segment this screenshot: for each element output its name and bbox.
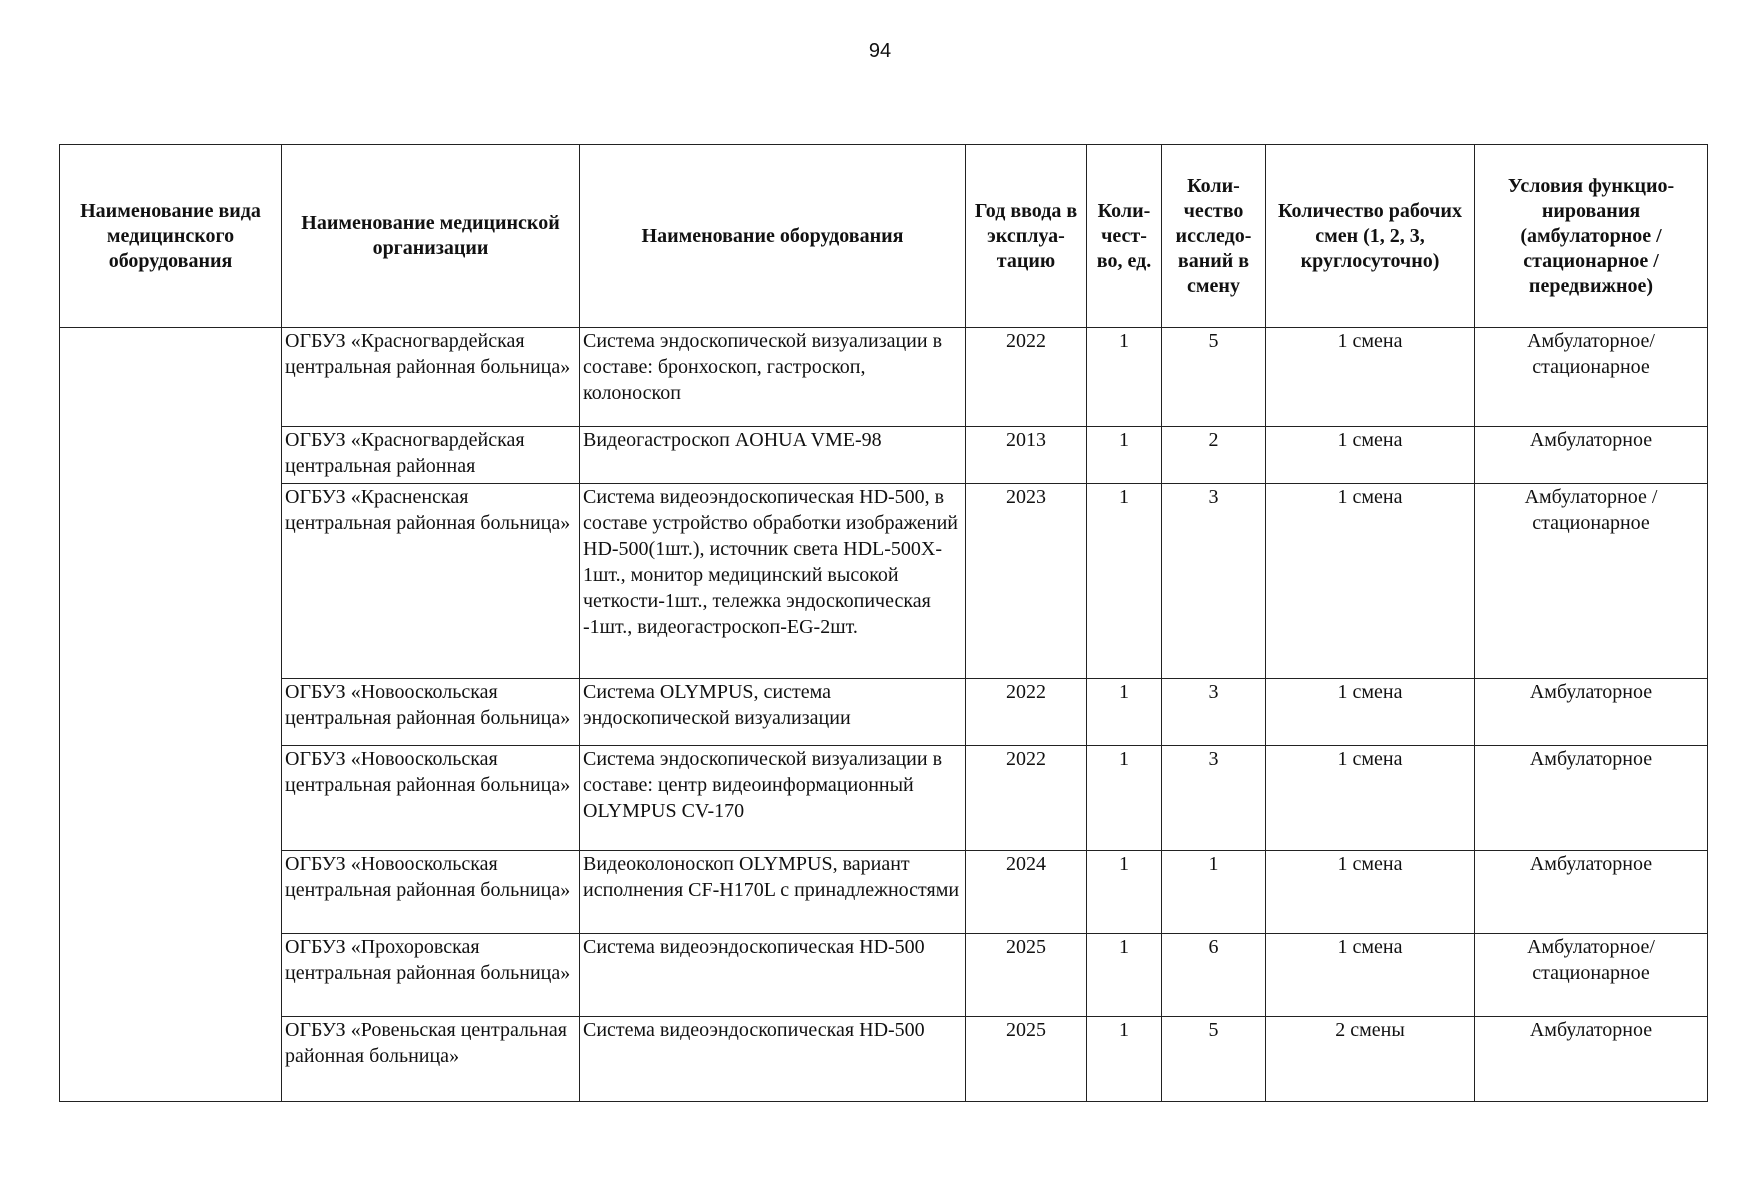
studies-per-shift-cell: 3: [1162, 679, 1266, 746]
table-row: [60, 746, 1708, 851]
equipment-name-cell: Система видеоэндоскопическая HD-500, в составе устройство обработки изображений HD-500(1шт.), источник света HDL-500X-1шт., монитор медицинский высокой четкости-1шт., тележка эндоскопическая -1шт., видеогастроскоп-EG-2шт.: [580, 484, 966, 679]
organization-cell: ОГБУЗ «Прохоровская центральная районная больница»: [282, 934, 580, 1017]
header-studies-per-shift: Коли-чество исследо-ваний в смену: [1162, 145, 1266, 328]
shifts-cell: 1 смена: [1266, 427, 1475, 484]
equipment-table: [59, 144, 1708, 1102]
header-organization: Наименование медицинской организации: [282, 145, 580, 328]
table-row: [60, 679, 1708, 746]
conditions-cell: Амбулаторное: [1475, 851, 1708, 934]
organization-cell: ОГБУЗ «Новооскольская центральная районная больница»: [282, 746, 580, 851]
shifts-cell: 1 смена: [1266, 851, 1475, 934]
equipment-name-cell: Видеоколоноскоп OLYMPUS, вариант исполнения CF-H170L с принадлежностями: [580, 851, 966, 934]
studies-per-shift-cell: 2: [1162, 427, 1266, 484]
equipment-name-cell: Система эндоскопической визуализации в составе: бронхоскоп, гастроскоп, колоноскоп: [580, 328, 966, 427]
studies-per-shift-cell: 1: [1162, 851, 1266, 934]
table-row: [60, 851, 1708, 934]
quantity-cell: 1: [1087, 484, 1162, 679]
studies-per-shift-cell: 5: [1162, 328, 1266, 427]
table-row: [60, 934, 1708, 1017]
table-row: [60, 328, 1708, 427]
conditions-cell: Амбулаторное / стационарное: [1475, 484, 1708, 679]
year-cell: 2024: [966, 851, 1087, 934]
shifts-cell: 1 смена: [1266, 746, 1475, 851]
year-cell: 2022: [966, 679, 1087, 746]
quantity-cell: 1: [1087, 328, 1162, 427]
year-cell: 2025: [966, 1017, 1087, 1102]
table-row: [60, 1017, 1708, 1102]
year-cell: 2023: [966, 484, 1087, 679]
organization-cell: ОГБУЗ «Красногвардейская центральная районная больница»: [282, 328, 580, 427]
equipment-type-cell: [60, 328, 282, 1102]
conditions-cell: Амбулаторное: [1475, 1017, 1708, 1102]
equipment-name-cell: Система эндоскопической визуализации в составе: центр видеоинформационный OLYMPUS CV-170: [580, 746, 966, 851]
equipment-name-cell: Система видеоэндоскопическая HD-500: [580, 1017, 966, 1102]
table-body: [60, 328, 1708, 1102]
studies-per-shift-cell: 3: [1162, 484, 1266, 679]
year-cell: 2013: [966, 427, 1087, 484]
page-number: 94: [868, 40, 892, 62]
year-cell: 2025: [966, 934, 1087, 1017]
conditions-cell: Амбулаторное: [1475, 427, 1708, 484]
shifts-cell: 1 смена: [1266, 679, 1475, 746]
organization-cell: ОГБУЗ «Ровеньская центральная районная больница»: [282, 1017, 580, 1102]
quantity-cell: 1: [1087, 851, 1162, 934]
conditions-cell: Амбулаторное: [1475, 746, 1708, 851]
header-row: [60, 145, 1708, 328]
organization-cell: ОГБУЗ «Красненская центральная районная больница»: [282, 484, 580, 679]
header-conditions: Условия функцио-нирования (амбулаторное / стационарное / передвижное): [1475, 145, 1708, 328]
equipment-name-cell: Система OLYMPUS, система эндоскопической визуализации: [580, 679, 966, 746]
header-quantity: Коли-чест-во, ед.: [1087, 145, 1162, 328]
shifts-cell: 1 смена: [1266, 328, 1475, 427]
table-header: [60, 145, 1708, 328]
table-row: [60, 484, 1708, 679]
year-cell: 2022: [966, 328, 1087, 427]
header-equipment-name: Наименование оборудования: [580, 145, 966, 328]
studies-per-shift-cell: 5: [1162, 1017, 1266, 1102]
organization-cell: ОГБУЗ «Новооскольская центральная районная больница»: [282, 851, 580, 934]
quantity-cell: 1: [1087, 1017, 1162, 1102]
conditions-cell: Амбулаторное/ стационарное: [1475, 934, 1708, 1017]
shifts-cell: 2 смены: [1266, 1017, 1475, 1102]
equipment-name-cell: Система видеоэндоскопическая HD-500: [580, 934, 966, 1017]
quantity-cell: 1: [1087, 746, 1162, 851]
year-cell: 2022: [966, 746, 1087, 851]
organization-cell: ОГБУЗ «Новооскольская центральная районная больница»: [282, 679, 580, 746]
shifts-cell: 1 смена: [1266, 934, 1475, 1017]
header-equipment-type: Наименование вида медицинского оборудования: [60, 145, 282, 328]
quantity-cell: 1: [1087, 679, 1162, 746]
quantity-cell: 1: [1087, 427, 1162, 484]
organization-cell: ОГБУЗ «Красногвардейская центральная районная: [282, 427, 580, 484]
conditions-cell: Амбулаторное: [1475, 679, 1708, 746]
equipment-name-cell: Видеогастроскоп AOHUA VME-98: [580, 427, 966, 484]
table-row: [60, 427, 1708, 484]
shifts-cell: 1 смена: [1266, 484, 1475, 679]
quantity-cell: 1: [1087, 934, 1162, 1017]
studies-per-shift-cell: 6: [1162, 934, 1266, 1017]
studies-per-shift-cell: 3: [1162, 746, 1266, 851]
conditions-cell: Амбулаторное/ стационарное: [1475, 328, 1708, 427]
header-year: Год ввода в эксплуа-тацию: [966, 145, 1087, 328]
header-shifts: Количество рабочих смен (1, 2, 3, круглосуточно): [1266, 145, 1475, 328]
